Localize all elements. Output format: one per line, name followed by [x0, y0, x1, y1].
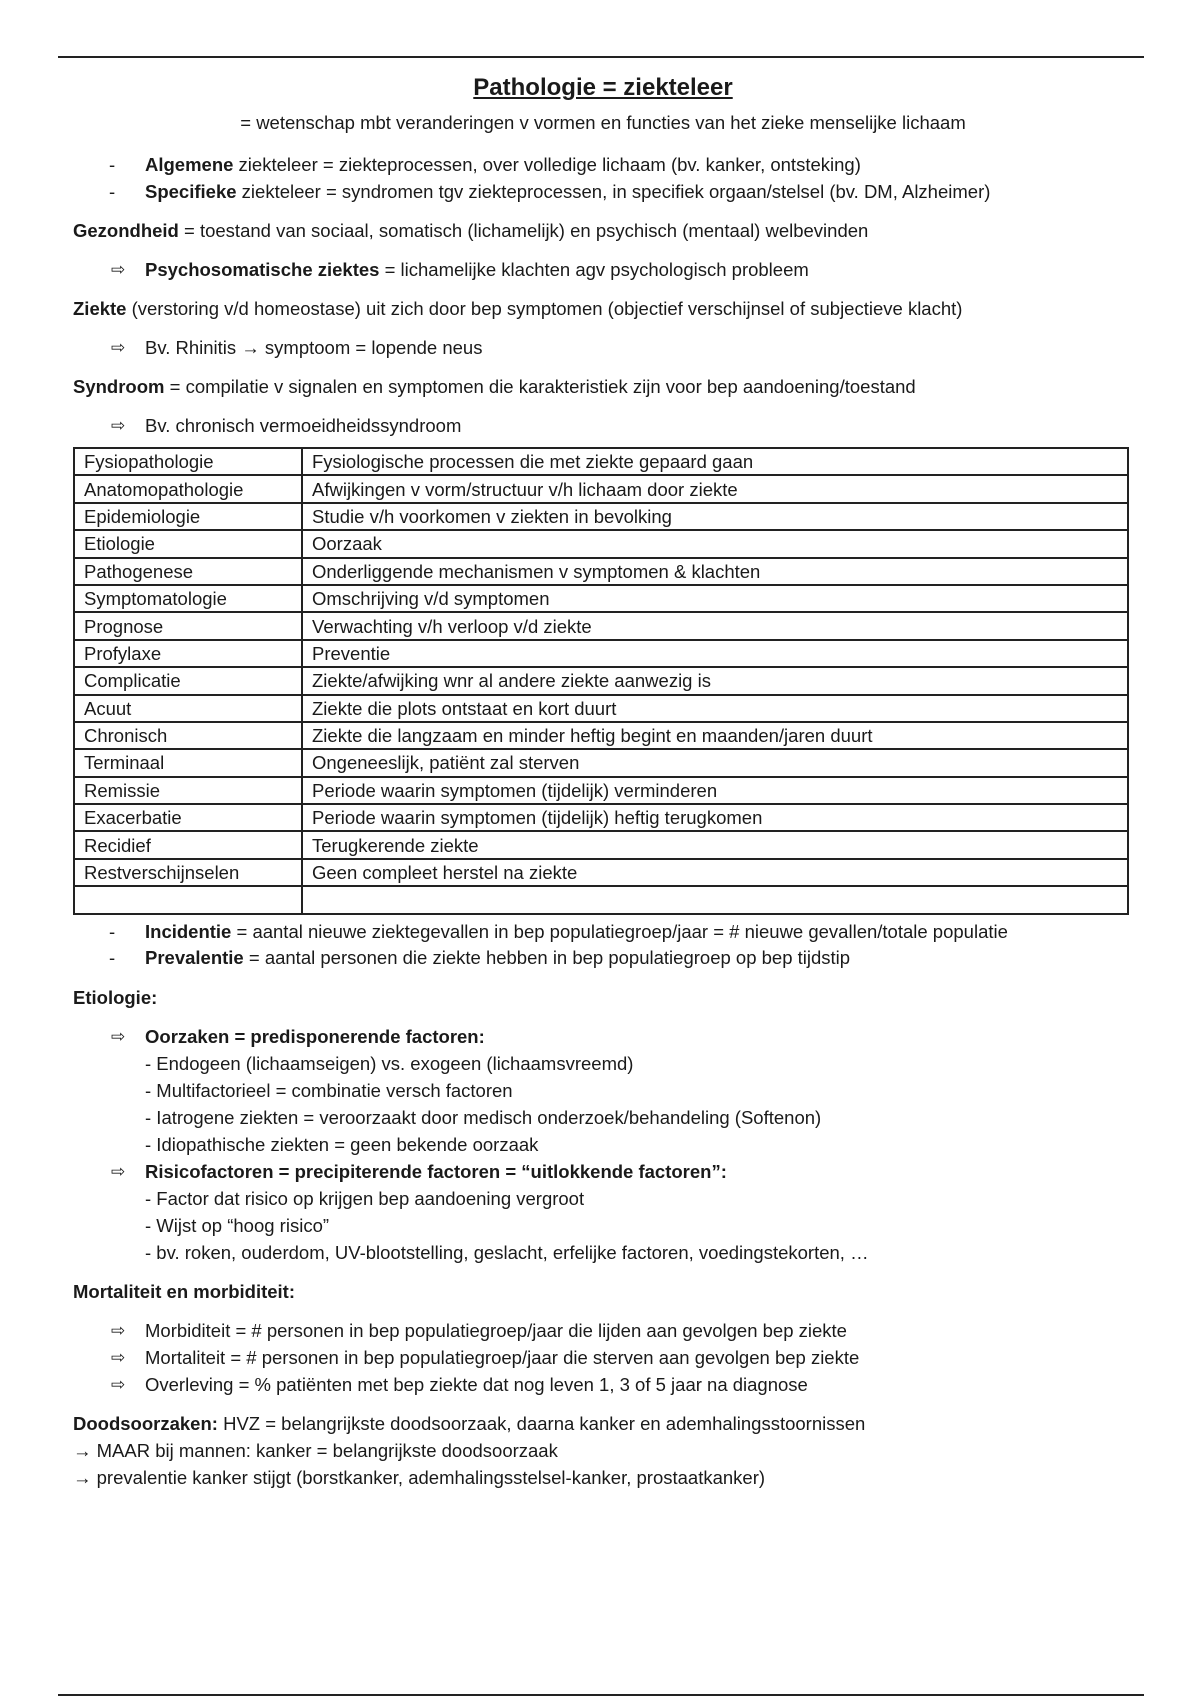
term-cell: Prognose — [74, 612, 302, 639]
definition-cell: Oorzaak — [302, 530, 1128, 557]
term: Algemene — [145, 154, 234, 175]
top-rule — [58, 56, 1144, 58]
definition-cell: Geen compleet herstel na ziekte — [302, 859, 1128, 886]
list-item — [73, 152, 1133, 179]
arrow-icon: ⇨ — [111, 338, 126, 357]
sub-line: - Endogeen (lichaamseigen) vs. exogeen (lichaamsvreemd) — [145, 1052, 634, 1074]
list-item — [73, 1317, 1133, 1344]
causes-heading: Oorzaken = predisponerende factoren: — [145, 1025, 485, 1047]
table-row — [74, 859, 1128, 886]
term-cell: Acuut — [74, 695, 302, 722]
arrow-icon: ⇨ — [111, 1374, 126, 1394]
definition-cell — [302, 886, 1128, 913]
arrow-icon: ⇨ — [111, 416, 126, 435]
table-row — [74, 667, 1128, 694]
arrow-icon: ⇨ — [111, 1347, 126, 1367]
term-text: ziekteleer = syndromen tgv ziekteprocessen, in specifiek orgaan/stelsel (bv. DM, Alzheimer) — [236, 180, 991, 202]
note-line: → prevalentie kanker stijgt (borstkanker, ademhalingsstelsel-kanker, prostaatkanker) — [73, 1466, 766, 1488]
bottom-rule — [58, 1694, 1144, 1696]
causes-of-death-paragraph — [73, 1410, 1133, 1437]
definition-cell: Terugkerende ziekte — [302, 831, 1128, 858]
term-text: = aantal nieuwe ziektegevallen in bep populatiegroep/jaar = # nieuwe gevallen/totale populatie — [231, 920, 1008, 942]
page-subtitle: = wetenschap mbt veranderingen v vormen en functies van het zieke menselijke lichaam — [240, 112, 966, 133]
note-line: → MAAR bij mannen: kanker = belangrijkste doodsoorzaak — [73, 1439, 558, 1461]
sub-line: - Wijst op “hoog risico” — [145, 1214, 330, 1236]
term-cell: Remissie — [74, 777, 302, 804]
list-item — [73, 412, 1133, 439]
term-cell: Recidief — [74, 831, 302, 858]
term-text: ziekteleer = ziekteprocessen, over volledige lichaam (bv. kanker, ontsteking) — [233, 154, 861, 175]
example-text: Bv. Rhinitis → symptoom = lopende neus — [145, 337, 483, 358]
term-cell: Pathogenese — [74, 558, 302, 585]
list-item — [73, 179, 1133, 206]
term: Specifieke — [145, 180, 237, 202]
dash-bullet: - — [109, 920, 116, 942]
definition-cell: Verwachting v/h verloop v/d ziekte — [302, 612, 1128, 639]
definition-cell: Onderliggende mechanismen v symptomen & klachten — [302, 558, 1128, 585]
table-row — [74, 612, 1128, 639]
page-title: Pathologie = ziekteleer — [473, 74, 733, 101]
list-item — [73, 256, 1133, 283]
list-item — [73, 919, 1133, 946]
disease-paragraph — [73, 295, 1133, 322]
list-item — [73, 334, 1133, 361]
term-cell: Symptomatologie — [74, 585, 302, 612]
definition-cell: Fysiologische processen die met ziekte gepaard gaan — [302, 448, 1128, 475]
term: Syndroom — [73, 376, 165, 397]
table-row — [74, 558, 1128, 585]
table-row — [74, 722, 1128, 749]
term-text: = compilatie v signalen en symptomen die karakteristiek zijn voor bep aandoening/toestand — [164, 376, 916, 397]
term-text: = aantal personen die ziekte hebben in bep populatiegroep op bep tijdstip — [243, 947, 851, 969]
table-row — [74, 886, 1128, 913]
term-cell: Etiologie — [74, 530, 302, 557]
term-cell: Anatomopathologie — [74, 475, 302, 502]
table-row — [74, 831, 1128, 858]
definition-cell: Periode waarin symptomen (tijdelijk) verminderen — [302, 777, 1128, 804]
table-row — [74, 585, 1128, 612]
definition-cell: Afwijkingen v vorm/structuur v/h lichaam door ziekte — [302, 475, 1128, 502]
sub-line: - bv. roken, ouderdom, UV-blootstelling, geslacht, erfelijke factoren, voedingstekorten, … — [145, 1241, 869, 1263]
term: Prevalentie — [145, 947, 244, 969]
term: Ziekte — [73, 298, 127, 319]
list-item — [73, 1158, 1133, 1185]
term-cell: Complicatie — [74, 667, 302, 694]
term-text: = lichamelijke klachten agv psychologisch probleem — [379, 259, 809, 280]
term-cell: Restverschijnselen — [74, 859, 302, 886]
term-cell: Profylaxe — [74, 640, 302, 667]
dash-bullet: - — [109, 947, 116, 969]
dash-bullet: - — [109, 154, 116, 175]
mortality-heading: Mortaliteit en morbiditeit: — [73, 1280, 295, 1302]
term-cell: Fysiopathologie — [74, 448, 302, 475]
sub-line: - Iatrogene ziekten = veroorzaakt door medisch onderzoek/behandeling (Softenon) — [145, 1106, 822, 1128]
table-row — [74, 804, 1128, 831]
term-text: HVZ = belangrijkste doodsoorzaak, daarna kanker en ademhalingsstoornissen — [217, 1412, 866, 1434]
sub-line: - Multifactorieel = combinatie versch factoren — [145, 1079, 513, 1101]
example-text: Bv. chronisch vermoeidheidssyndroom — [145, 415, 462, 436]
list-item — [73, 1344, 1133, 1371]
table-row — [74, 749, 1128, 776]
term-text: = toestand van sociaal, somatisch (lichamelijk) en psychisch (mentaal) welbevinden — [178, 220, 869, 241]
term-cell: Terminaal — [74, 749, 302, 776]
table-row — [74, 695, 1128, 722]
document-page — [73, 74, 1133, 1491]
arrow-icon: ⇨ — [111, 1320, 126, 1340]
term-cell: Exacerbatie — [74, 804, 302, 831]
table-row — [74, 640, 1128, 667]
dash-bullet: - — [109, 180, 116, 202]
definition-cell: Ziekte die plots ontstaat en kort duurt — [302, 695, 1128, 722]
item-text: Mortaliteit = # personen in bep populatiegroep/jaar die sterven aan gevolgen bep ziekte — [145, 1346, 860, 1368]
term: Doodsoorzaken: — [73, 1412, 218, 1434]
risk-heading: Risicofactoren = precipiterende factoren = “uitlokkende factoren”: — [145, 1160, 727, 1182]
term-text: (verstoring v/d homeostase) uit zich door bep symptomen (objectief verschijnsel of subjectieve klacht) — [126, 298, 963, 319]
sub-line: - Factor dat risico op krijgen bep aandoening vergroot — [145, 1187, 585, 1209]
term: Gezondheid — [73, 220, 179, 241]
definition-cell: Ziekte/afwijking wnr al andere ziekte aanwezig is — [302, 667, 1128, 694]
term: Incidentie — [145, 920, 232, 942]
list-item — [73, 945, 1133, 972]
list-item — [73, 1023, 1133, 1050]
item-text: Morbiditeit = # personen in bep populatiegroep/jaar die lijden aan gevolgen bep ziekte — [145, 1319, 847, 1341]
definition-cell: Studie v/h voorkomen v ziekten in bevolking — [302, 503, 1128, 530]
arrow-icon: ⇨ — [111, 260, 126, 279]
health-paragraph — [73, 217, 1133, 244]
table-row — [74, 530, 1128, 557]
table-row — [74, 777, 1128, 804]
item-text: Overleving = % patiënten met bep ziekte dat nog leven 1, 3 of 5 jaar na diagnose — [145, 1373, 808, 1395]
sub-line: - Idiopathische ziekten = geen bekende oorzaak — [145, 1133, 539, 1155]
definition-cell: Ziekte die langzaam en minder heftig begint en maanden/jaren duurt — [302, 722, 1128, 749]
arrow-icon: ⇨ — [111, 1026, 126, 1046]
list-item — [73, 1371, 1133, 1398]
definition-cell: Omschrijving v/d symptomen — [302, 585, 1128, 612]
syndrome-paragraph — [73, 373, 1133, 400]
table-row — [74, 475, 1128, 502]
definition-cell: Ongeneeslijk, patiënt zal sterven — [302, 749, 1128, 776]
term: Psychosomatische ziektes — [145, 259, 380, 280]
term-cell: Chronisch — [74, 722, 302, 749]
definition-cell: Periode waarin symptomen (tijdelijk) heftig terugkomen — [302, 804, 1128, 831]
arrow-icon: ⇨ — [111, 1161, 126, 1181]
table-row — [74, 503, 1128, 530]
term-cell — [74, 886, 302, 913]
term-cell: Epidemiologie — [74, 503, 302, 530]
etiology-heading: Etiologie: — [73, 986, 158, 1008]
definitions-table — [73, 447, 1129, 915]
table-row — [74, 448, 1128, 475]
definition-cell: Preventie — [302, 640, 1128, 667]
